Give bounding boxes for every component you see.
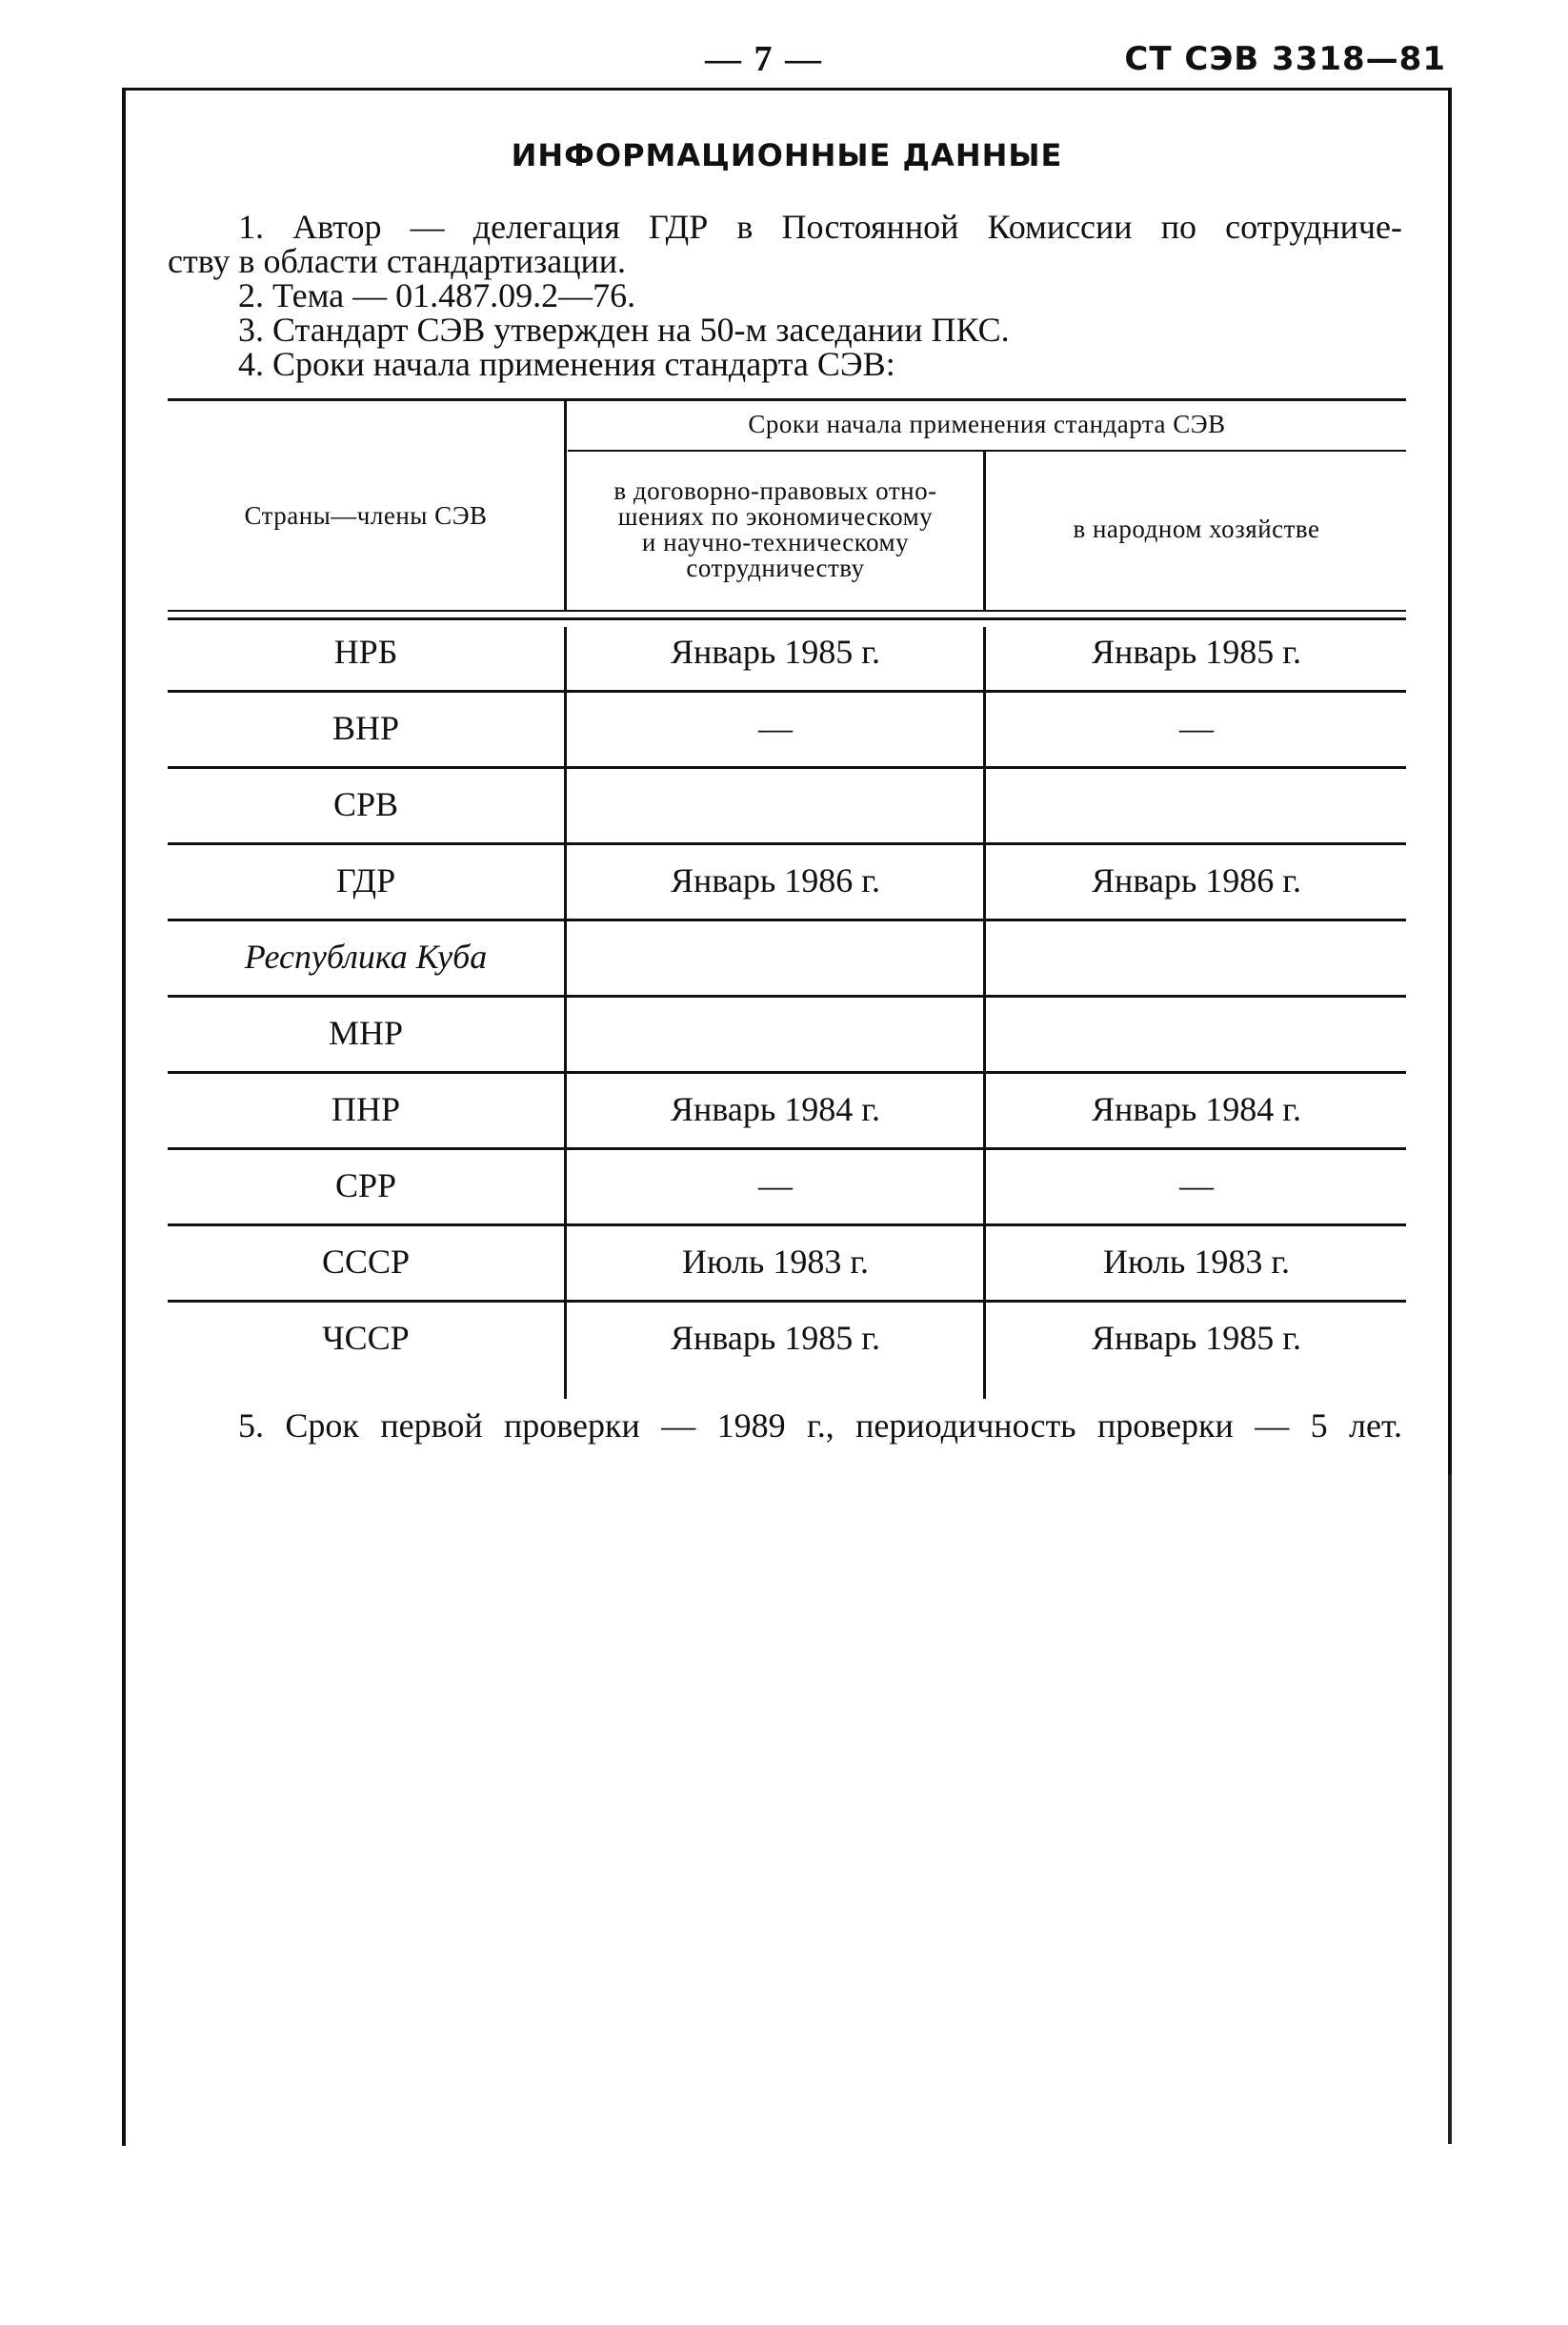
cell-economy: Январь 1984 г. bbox=[1092, 1090, 1301, 1128]
cell-contract: Январь 1985 г. bbox=[671, 633, 880, 671]
row-rule bbox=[168, 1071, 1406, 1074]
cell-contract: Январь 1985 г. bbox=[671, 1319, 880, 1357]
paragraph-4: 4. Сроки начала применения стандарта СЭВ: bbox=[238, 345, 895, 383]
cell-country: ГДР bbox=[335, 861, 396, 900]
cell-country: НРБ bbox=[333, 633, 398, 671]
row-rule bbox=[168, 1300, 1406, 1303]
table-top-rule bbox=[168, 398, 1406, 401]
cell-country: ПНР bbox=[331, 1090, 401, 1128]
row-rule bbox=[168, 1223, 1406, 1226]
header-rule-2 bbox=[168, 617, 1406, 620]
cell-economy: Июль 1983 г. bbox=[1102, 1243, 1291, 1281]
cell-contract: Январь 1984 г. bbox=[671, 1090, 880, 1128]
header-divider-1 bbox=[564, 398, 567, 610]
cell-economy: — bbox=[1179, 1166, 1214, 1204]
cell-country: ЧССР bbox=[322, 1319, 410, 1357]
row-rule bbox=[168, 919, 1406, 921]
row-rule bbox=[168, 766, 1406, 769]
header-rule-1 bbox=[168, 610, 1406, 612]
body-divider-2 bbox=[983, 627, 986, 1399]
body-divider-1 bbox=[564, 627, 567, 1399]
frame-right-rule bbox=[1448, 88, 1452, 1479]
row-rule bbox=[168, 842, 1406, 845]
cell-economy: — bbox=[1179, 709, 1214, 747]
cell-country: СССР bbox=[321, 1243, 411, 1281]
frame-top-rule bbox=[122, 88, 1452, 91]
frame-left-rule bbox=[122, 88, 126, 2146]
section-title: ИНФОРМАЦИОННЫЕ ДАННЫЕ bbox=[511, 137, 1063, 173]
paragraph-1-line-1: 1. Автор — делегация ГДР в Постоянной Комиссии по сотрудниче- bbox=[238, 208, 1402, 246]
row-rule bbox=[168, 995, 1406, 998]
cell-contract: — bbox=[758, 1166, 793, 1204]
column-header-group: Сроки начала применения стандарта СЭВ bbox=[748, 410, 1226, 438]
column-header-economy: в народном хозяйстве bbox=[1073, 515, 1320, 543]
frame-right-rule-lower bbox=[1448, 1475, 1452, 2144]
group-header-rule bbox=[568, 450, 1406, 452]
column-header-contract-line: шениях по экономическому bbox=[617, 502, 934, 531]
cell-country: СРР bbox=[334, 1166, 397, 1204]
cell-country: МНР bbox=[328, 1014, 404, 1052]
column-header-contract-line: сотрудничеству bbox=[686, 554, 865, 582]
cell-contract: — bbox=[758, 709, 793, 747]
cell-country: Республика Куба bbox=[244, 938, 488, 976]
cell-country: ВНР bbox=[332, 709, 400, 747]
paragraph-3: 3. Стандарт СЭВ утвержден на 50-м заседании ПКС. bbox=[238, 311, 1010, 349]
page-number: — 7 — bbox=[705, 39, 823, 79]
column-header-contract-line: в договорно-правовых отно- bbox=[613, 476, 937, 505]
cell-country: СРВ bbox=[332, 785, 399, 823]
cell-economy: Январь 1985 г. bbox=[1092, 1319, 1301, 1357]
paragraph-2: 2. Тема — 01.487.09.2—76. bbox=[238, 276, 636, 314]
cell-economy: Январь 1986 г. bbox=[1092, 861, 1301, 900]
column-header-country: Страны—члены СЭВ bbox=[244, 501, 488, 530]
paragraph-5: 5. Срок первой проверки — 1989 г., периодичность проверки — 5 лет. bbox=[238, 1406, 1402, 1445]
row-rule bbox=[168, 1147, 1406, 1150]
header-divider-2 bbox=[983, 450, 986, 610]
column-header-contract-line: и научно-техническому bbox=[641, 528, 910, 556]
paragraph-1-line-2: ству в области стандартизации. bbox=[168, 242, 627, 280]
row-rule bbox=[168, 690, 1406, 693]
cell-contract: Январь 1986 г. bbox=[671, 861, 880, 900]
cell-contract: Июль 1983 г. bbox=[681, 1243, 870, 1281]
cell-economy: Январь 1985 г. bbox=[1092, 633, 1301, 671]
standard-code: СТ СЭВ 3318—81 bbox=[1124, 40, 1446, 78]
